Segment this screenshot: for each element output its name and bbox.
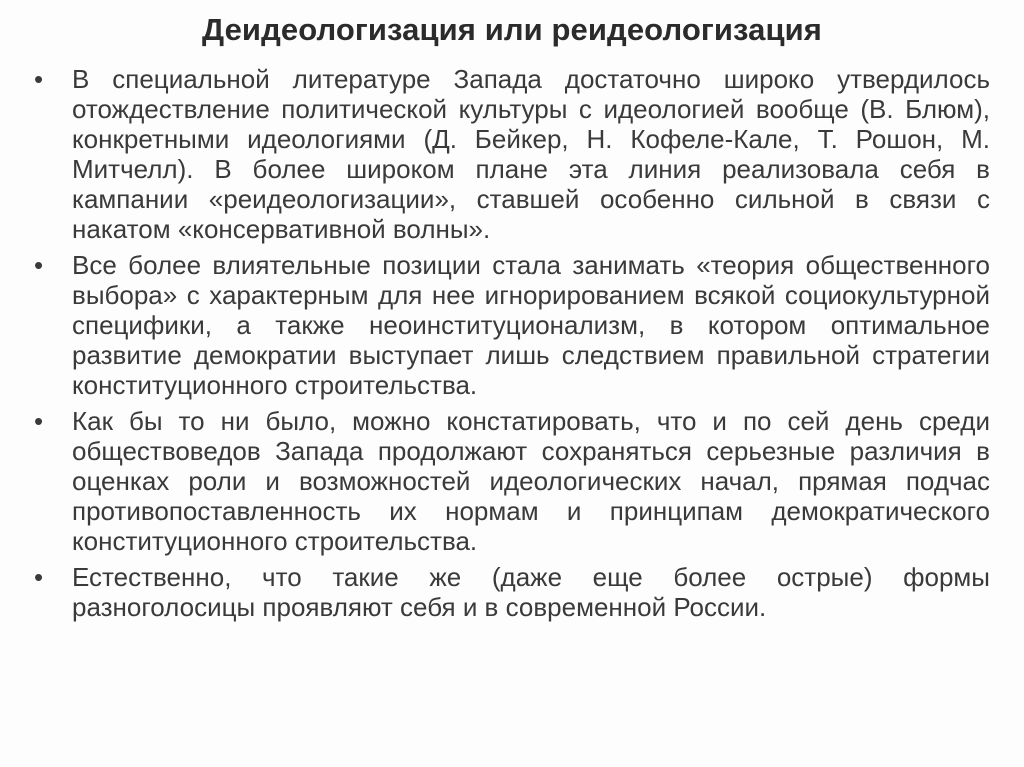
bullet-marker: • (34, 562, 44, 592)
bullet-list (34, 64, 990, 622)
bullet-text: В специальной литературе Запада достаточно широко утвердилось отождествление политической культуры с идеологией вообще (В. Блюм), конкретными идеологиями (Д. Бейкер, Н. Кофеле-Кале, Т. Рошон, М. Митчелл). В более широком плане эта линия реализовала себя в кампании «реидеологизации», ставшей особенно сильной в связи с накатом «консервативной волны». (72, 64, 990, 244)
bullet-item (34, 64, 990, 244)
bullet-item (34, 250, 990, 400)
bullet-text: Все более влиятельные позиции стала занимать «теория общественного выбора» с характерным для нее игнорированием всякой социокультурной специфики, а также неоинституционализм, в котором оптимальное развитие демократии выступает лишь следствием правильной стратегии конституционного строительства. (72, 250, 990, 400)
bullet-item (34, 562, 990, 622)
bullet-marker: • (34, 406, 44, 436)
slide-title: Деидеологизация или реидеологизация (202, 12, 822, 47)
bullet-item (34, 406, 990, 556)
bullet-marker: • (34, 250, 44, 280)
bullet-text: Как бы то ни было, можно констатировать, что и по сей день среди обществоведов Запада продолжают сохраняться серьезные различия в оценках роли и возможностей идеологических начал, прямая подчас противопоставленность их нормам и принципам демократического конституционного строительства. (72, 406, 990, 556)
bullet-text: Естественно, что такие же (даже еще более острые) формы разноголосицы проявляют себя и в современной России. (72, 562, 990, 622)
bullet-marker: • (34, 64, 44, 94)
